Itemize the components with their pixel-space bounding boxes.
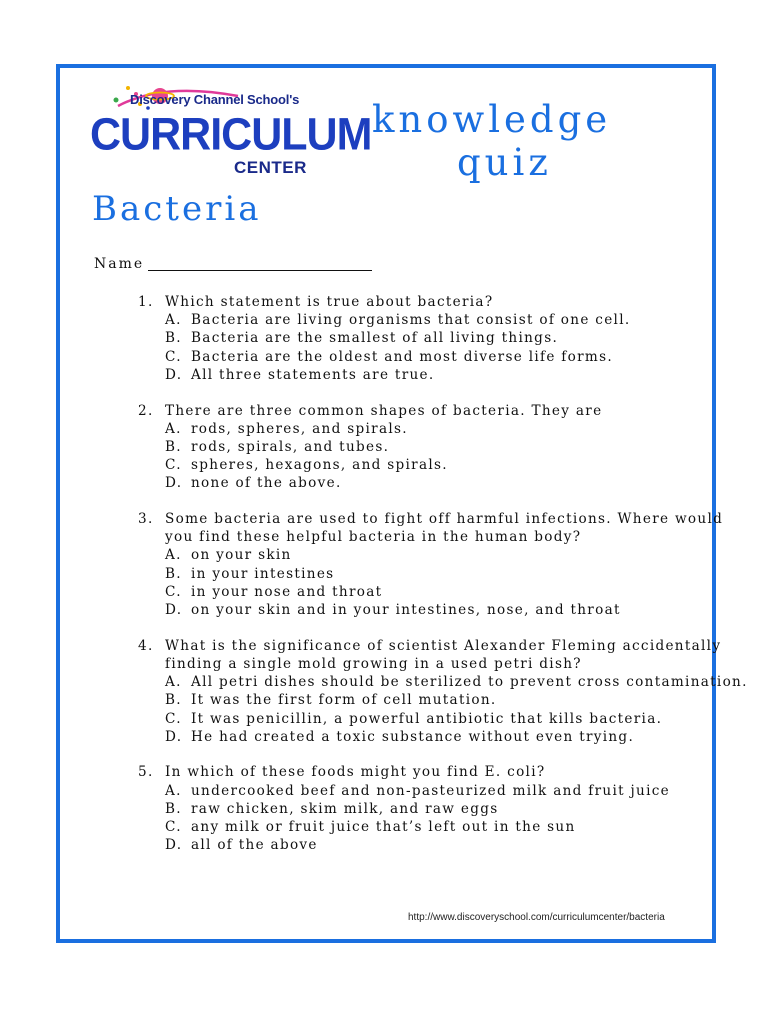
option-letter: B. xyxy=(165,438,182,455)
option-letter: A. xyxy=(165,782,182,799)
option-text: raw chicken, skim milk, and raw eggs xyxy=(191,800,499,817)
question-line-continued: finding a single mold growing in a used petri dish? xyxy=(165,655,582,672)
name-field-line[interactable] xyxy=(148,270,372,271)
question-number: 1. xyxy=(138,294,154,310)
answer-option[interactable] xyxy=(138,728,698,746)
option-letter: B. xyxy=(165,330,182,347)
quiz-subject: Bacteria xyxy=(92,189,262,229)
question-text: Which statement is true about bacteria? xyxy=(165,294,494,310)
option-text: It was penicillin, a powerful antibiotic that kills bacteria. xyxy=(191,710,663,727)
option-text: in your nose and throat xyxy=(191,583,383,600)
option-letter: A. xyxy=(165,674,182,691)
answer-option[interactable] xyxy=(138,691,698,709)
question-line xyxy=(138,293,698,311)
option-text: any milk or fruit juice that’s left out in the sun xyxy=(191,819,576,836)
question-text: What is the significance of scientist Alexander Fleming accidentally xyxy=(165,637,722,654)
question-number: 3. xyxy=(138,511,154,528)
answer-option[interactable] xyxy=(138,366,698,384)
question xyxy=(138,293,698,384)
answer-option[interactable] xyxy=(138,438,698,456)
option-text: Bacteria are the oldest and most diverse life forms. xyxy=(191,348,613,365)
name-label: Name xyxy=(94,256,145,272)
answer-option[interactable] xyxy=(138,800,698,818)
option-text: All petri dishes should be sterilized to prevent cross contamination. xyxy=(191,674,748,691)
question xyxy=(138,637,748,746)
logo-subtitle: CENTER xyxy=(234,158,307,177)
option-text: rods, spirals, and tubes. xyxy=(191,438,390,455)
option-letter: C. xyxy=(165,583,182,600)
logo-tagline: Discovery Channel School's xyxy=(130,92,300,107)
option-letter: C. xyxy=(165,819,182,836)
option-text: on your skin xyxy=(191,547,292,564)
option-letter: B. xyxy=(165,692,182,709)
question-number: 2. xyxy=(138,402,154,419)
title-quiz: quiz xyxy=(457,141,552,184)
answer-option[interactable] xyxy=(138,546,698,564)
answer-option[interactable] xyxy=(138,710,698,728)
option-letter: A. xyxy=(165,312,182,329)
option-letter: D. xyxy=(165,602,183,619)
option-text: It was the first form of cell mutation. xyxy=(191,692,497,709)
answer-option[interactable] xyxy=(138,420,698,438)
option-text: spheres, hexagons, and spirals. xyxy=(191,457,448,474)
question-line xyxy=(138,763,698,781)
option-text: in your intestines xyxy=(191,565,335,582)
question-number: 4. xyxy=(138,637,154,654)
answer-option[interactable] xyxy=(138,456,698,474)
question-number: 5. xyxy=(138,764,154,781)
option-text: none of the above. xyxy=(191,475,342,492)
option-letter: A. xyxy=(165,420,182,437)
option-letter: B. xyxy=(165,565,182,582)
question-text: Some bacteria are used to fight off harmful infections. Where would xyxy=(165,511,724,528)
question-line xyxy=(138,637,722,655)
answer-option[interactable] xyxy=(138,836,698,854)
answer-option[interactable] xyxy=(138,565,698,583)
option-letter: B. xyxy=(165,800,182,817)
question-line xyxy=(138,510,724,528)
option-text: He had created a toxic substance without even trying. xyxy=(191,728,635,745)
answer-option[interactable] xyxy=(138,818,698,836)
option-text: Bacteria are living organisms that consist of one cell. xyxy=(191,312,631,329)
title-knowledge: knowledge xyxy=(372,98,612,141)
question-text: In which of these foods might you find E. coli? xyxy=(165,764,546,781)
question-line xyxy=(138,402,698,420)
option-letter: C. xyxy=(165,348,182,365)
option-letter: C. xyxy=(165,457,182,474)
question xyxy=(138,402,698,493)
answer-option[interactable] xyxy=(138,782,698,800)
option-text: rods, spheres, and spirals. xyxy=(191,420,408,437)
option-text: Bacteria are the smallest of all living things. xyxy=(191,330,559,347)
question-text: There are three common shapes of bacteria. They are xyxy=(165,402,603,419)
answer-option[interactable] xyxy=(138,474,698,492)
option-letter: C. xyxy=(165,710,182,727)
option-letter: D. xyxy=(165,475,183,492)
answer-option[interactable] xyxy=(138,311,698,329)
option-text: undercooked beef and non-pasteurized milk and fruit juice xyxy=(191,782,670,799)
option-letter: D. xyxy=(165,837,183,854)
answer-option[interactable] xyxy=(138,329,698,347)
answer-option[interactable] xyxy=(138,348,698,366)
answer-option[interactable] xyxy=(138,673,748,691)
answer-option[interactable] xyxy=(138,583,698,601)
footer-url-link[interactable]: http://www.discoveryschool.com/curriculumcenter/bacteria xyxy=(408,912,665,923)
option-letter: A. xyxy=(165,547,182,564)
logo-wordmark: CURRICULUM xyxy=(90,109,372,161)
option-text: All three statements are true. xyxy=(191,366,435,383)
option-letter: D. xyxy=(165,366,183,383)
option-text: on your skin and in your intestines, nose, and throat xyxy=(191,602,621,619)
curriculum-center-logo xyxy=(88,82,372,182)
question xyxy=(138,763,698,854)
option-letter: D. xyxy=(165,728,183,745)
option-text: all of the above xyxy=(191,837,318,854)
answer-option[interactable] xyxy=(138,601,698,619)
question-list xyxy=(138,293,748,872)
question xyxy=(138,510,724,619)
question-line-continued: you find these helpful bacteria in the human body? xyxy=(165,529,582,546)
